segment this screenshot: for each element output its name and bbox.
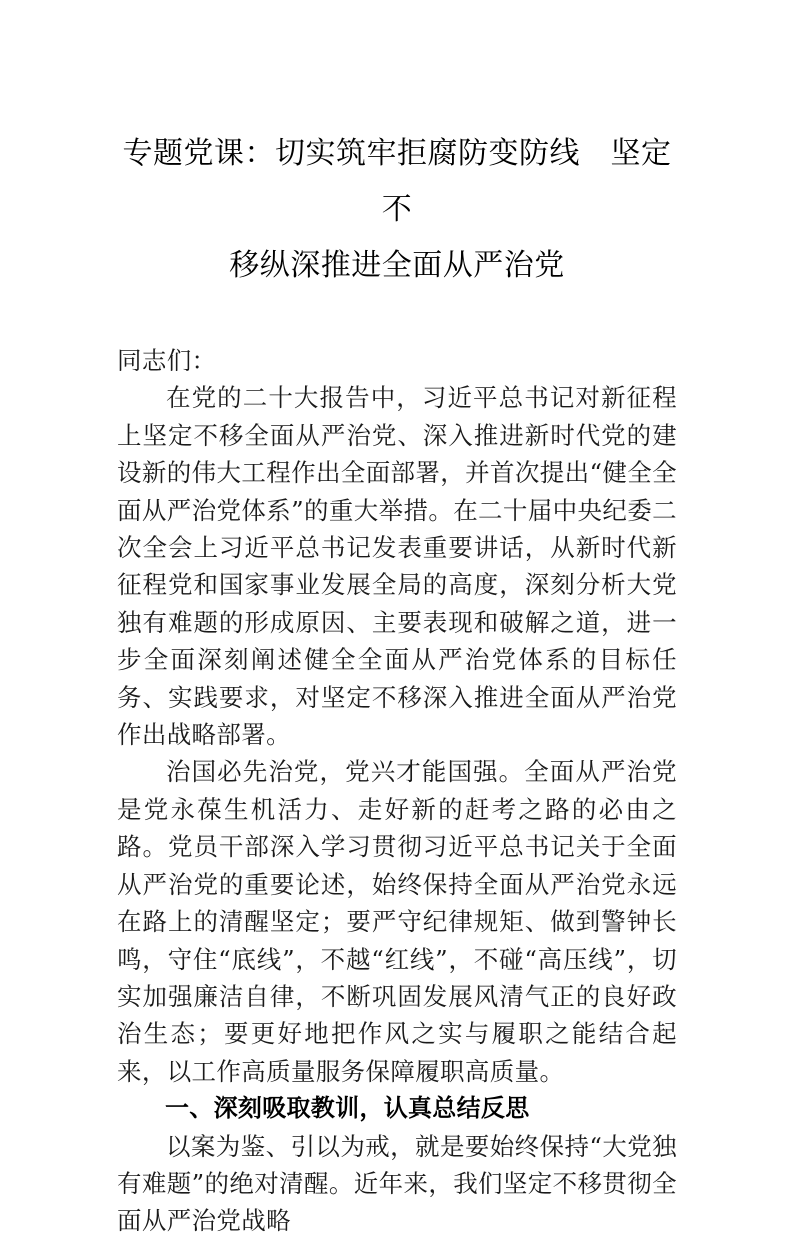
salutation: 同志们：	[117, 346, 217, 375]
section-paragraph-1: 以案为鉴、引以为戒，就是要始终保持“大党独有难题”的绝对清醒。近年来，我们坚定不移贯彻全面从严治党战略	[117, 1131, 677, 1236]
title-line-2: 移纵深推进全面从严治党	[229, 248, 565, 283]
body-paragraph-1: 在党的二十大报告中，习近平总书记对新征程上坚定不移全面从严治党、深入推进新时代党的建设新的伟大工程作出全面部署，并首次提出“健全全面从严治党体系”的重大举措。在二十届中央纪委二次全会上习近平总书记发表重要讲话，从新时代新征程党和国家事业发展全局的高度，深刻分析大党独有难题的形成原因、主要表现和破解之道，进一步全面深刻阐述健全全面从严治党体系的目标任务、实践要求，对坚定不移深入推进全面从严治党作出战略部署。	[117, 383, 677, 750]
page-content-area	[117, 0, 677, 1240]
page-title	[117, 0, 677, 294]
title-line-1: 专题党课：切实筑牢拒腐防变防线 坚定不	[122, 136, 672, 227]
body-paragraph-2: 治国必先治党，党兴才能国强。全面从严治党是党永葆生机活力、走好新的赶考之路的必由之路。党员干部深入学习贯彻习近平总书记关于全面从严治党的重要论述，始终保持全面从严治党永远在路上的清醒坚定；要严守纪律规矩、做到警钟长鸣，守住“底线”，不越“红线”，不碰“高压线”，切实加强廉洁自律，不断巩固发展风清气正的良好政治生态；要更好地把作风之实与履职之能结合起来，以工作高质量服务保障履职高质量。	[117, 757, 677, 1086]
section-heading-1: 一、深刻吸取教训，认真总结反思	[165, 1094, 530, 1123]
